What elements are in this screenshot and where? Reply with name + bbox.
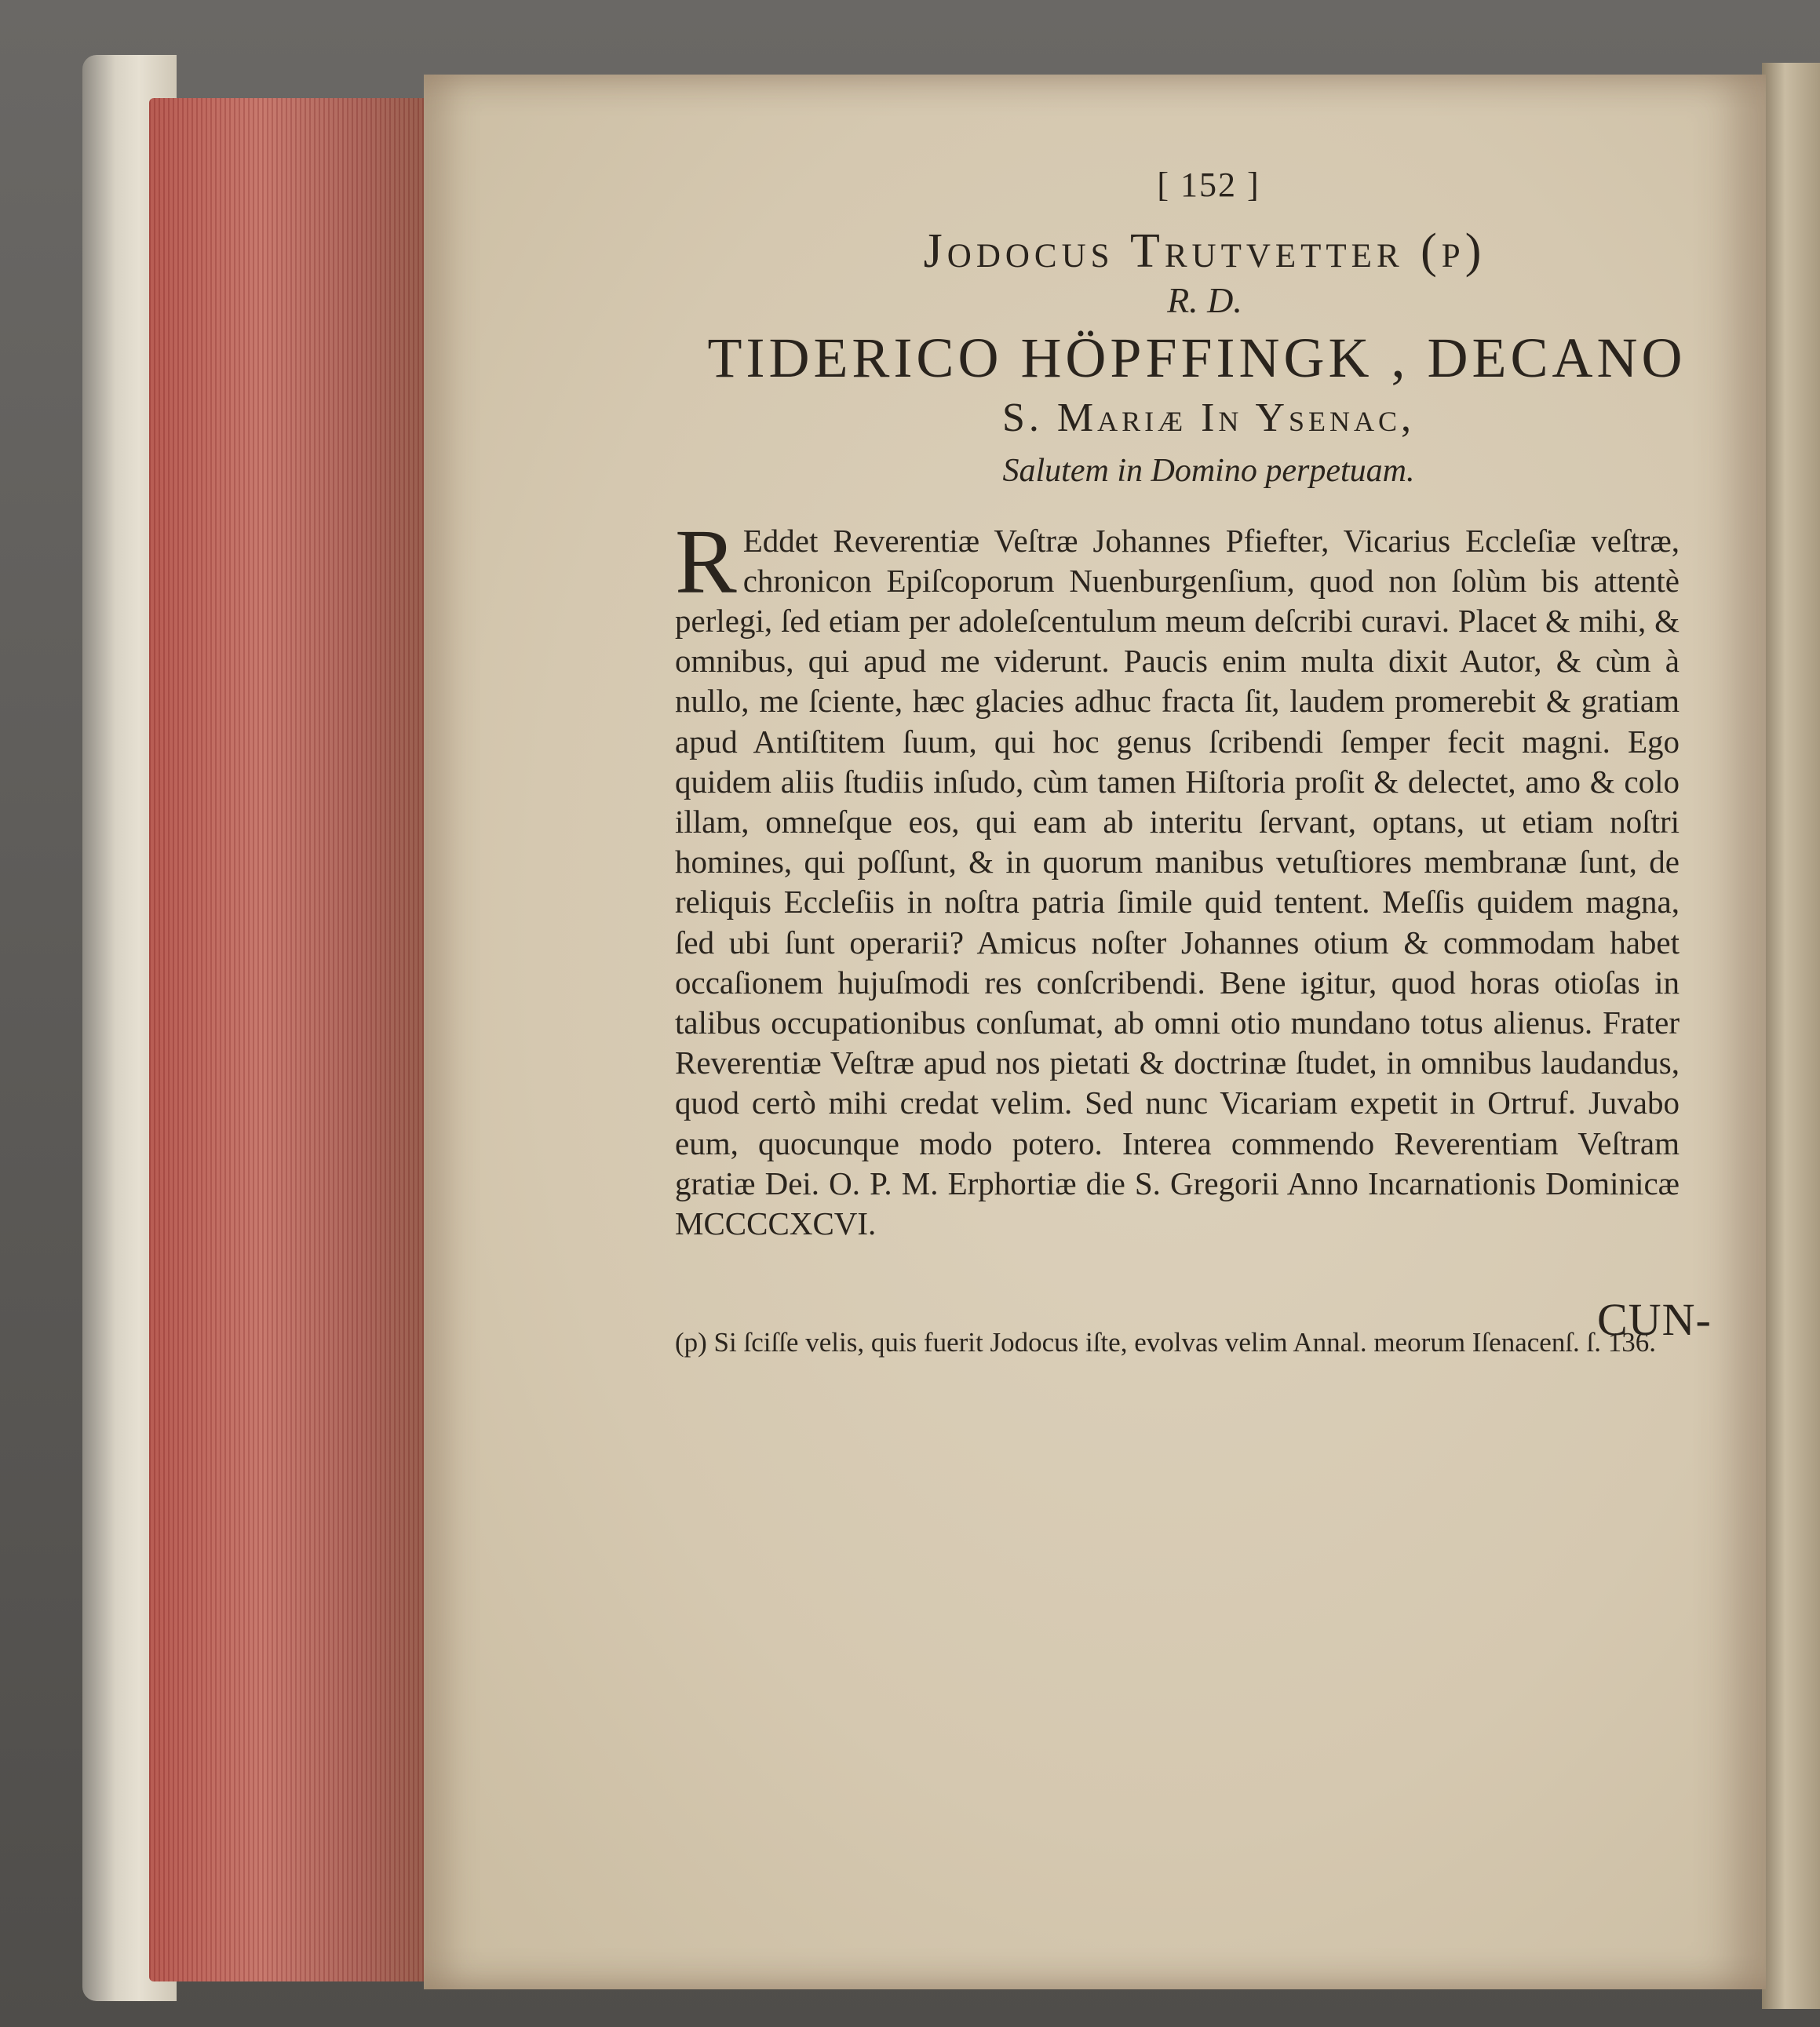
catchword: CUN- [1597,1294,1712,1345]
drop-cap: R [675,509,737,613]
running-head-page-number: [ 152 ] [1157,166,1260,204]
footnote: (p) Si ſciſſe velis, quis fuerit Jodocus iſte, evolvas velim Annal. meorum Iſenacenſ. ſ. 136. [675,1327,1657,1358]
page-edges-stack [149,98,432,1981]
facing-page-edge [1762,63,1820,2009]
letter-body [675,509,1680,1245]
letter-salutation: Salutem in Domino perpetuam. [1002,452,1415,489]
addressee-prefix: R. D. [1167,280,1242,320]
letter-body-text: Eddet Reverentiæ Veſtræ Johannes Pfiefter, Vicarius Eccleſiæ veſtræ, chronicon Epiſcoporum Nuenburgenſium, quod non ſolùm bis attentè perlegi, ſed etiam per adoleſcentulum meum deſcribi curavi. Placet & mihi, & omnibus, qui apud me viderunt. Paucis enim multa dixit Autor, & cùm à nullo, me ſciente, hæc glacies adhuc fracta ſit, laudem promerebit & gratiam apud Antiſtitem ſuum, qui hoc genus ſcribendi ſemper fecit magni. Ego quidem aliis ſtudiis inſudo, cùm tamen Hiſtoria proſit & delectet, amo & colo illam, omneſque eos, qui eam ab interitu ſervant, optans, ut etiam noſtri homines, qui poſſunt, & in quorum manibus vetuſtiores membranæ ſunt, de reliquis Eccleſiis in noſtra patria ſimile quid tentent. Meſſis quidem magna, ſed ubi ſunt operarii? Amicus noſter Johannes otium & commodam habet occaſionem hujuſmodi res conſcribendi. Bene igitur, quod horas otioſas in talibus occupationibus conſumat, ab omni otio mundano totus alienus. Frater Reverentiæ Veſtræ apud nos pietati & doctrinæ ſtudet, in omnibus laudandus, quod certò mihi credat velim. Sed nunc Vicariam expetit in Ortruf. Juvabo eum, quocunque modo potero. Interea commendo Reverentiam Veſtram gratiæ Dei. O. P. M. Erphortiæ die S. Gregorii Anno Incarnationis Dominicæ MCCCCXCVI. [675,522,1680,1242]
letter-addressee: TIDERICO HÖPFFINGK , DECANO [707,326,1687,389]
page-content [675,165,1687,1360]
letter-author: Jodocus Trutvetter (p) [923,224,1486,278]
addressee-place: S. Mariæ In Ysenac, [1001,395,1416,440]
